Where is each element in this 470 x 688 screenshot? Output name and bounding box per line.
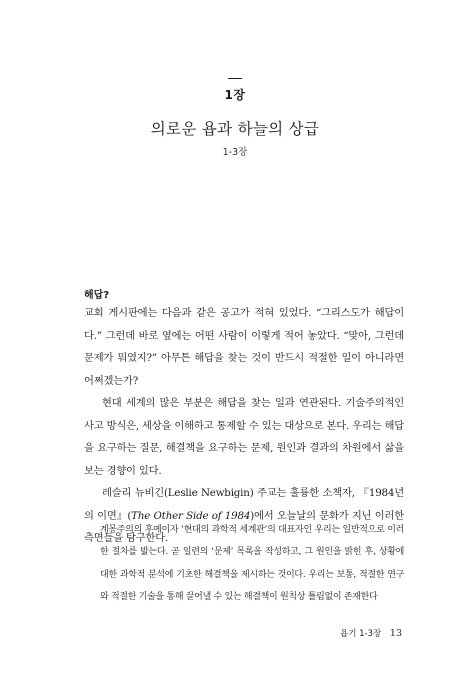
page-number: 13 [389,628,402,639]
chapter-title: 의로운 욥과 하늘의 상급 [150,120,320,138]
block-quote-text: 계몽주의의 후예이자 ‘현대의 과학적 세계관’의 대표자인 우리는 일반적으로 이러한 절차를 밟는다. 곧 일련의 ‘문제’ 목록을 작성하고, 그 원인을 밝힌 후, 상황에 대한 과학적 분석에 기초한 해결책을 제시하는 것이다. 우리는 보통, 적절한 연구와 적절한 기술을 통해 끌어낼 수 있는 해결책이 원칙상 틀림없이 존재한다 [100,525,404,602]
body-paragraph-3-end: )에서 오늘날의 문화가 지닌 이러한 측면들을 탐구한다. [84,509,404,544]
block-quote [100,519,404,608]
chapter-rule [228,78,242,79]
body-paragraph-2: 현대 세계의 많은 부분은 해답을 찾는 일과 연관된다. 기술주의적인 사고 방식은, 세상을 이해하고 통제할 수 있는 대상으로 본다. 우리는 해답을 요구하는 질문, 해결책을 요구하는 문제, 원인과 결과의 차원에서 삶을 보는 경향이 있다. [84,397,404,477]
chapter-label: 1장 [224,88,246,102]
body-text [84,302,404,550]
body-paragraph-3-start: 레슬리 뉴비긴(Leslie Newbigin) 주교는 훌륭한 소책자, 『1984년의 이면』( [84,487,404,522]
page-footer [340,627,402,639]
running-head: 욥기 1-3장 [339,629,382,639]
book-title-italic: The Other Side of 1984 [131,509,251,522]
chapter-subtitle: 1-3장 [222,147,248,158]
body-paragraph-1: 교회 게시판에는 다음과 같은 공고가 적혀 있었다. “그리스도가 해답이다.” 그런데 바로 옆에는 어떤 사람이 이렇게 적어 놓았다. “맞아, 그런데 문제가 뭐였지?” 아무튼 해답을 찾는 것이 반드시 적절한 일이 아니라면 어쩌겠는가? [84,307,404,387]
section-heading: 해답? [84,290,110,301]
